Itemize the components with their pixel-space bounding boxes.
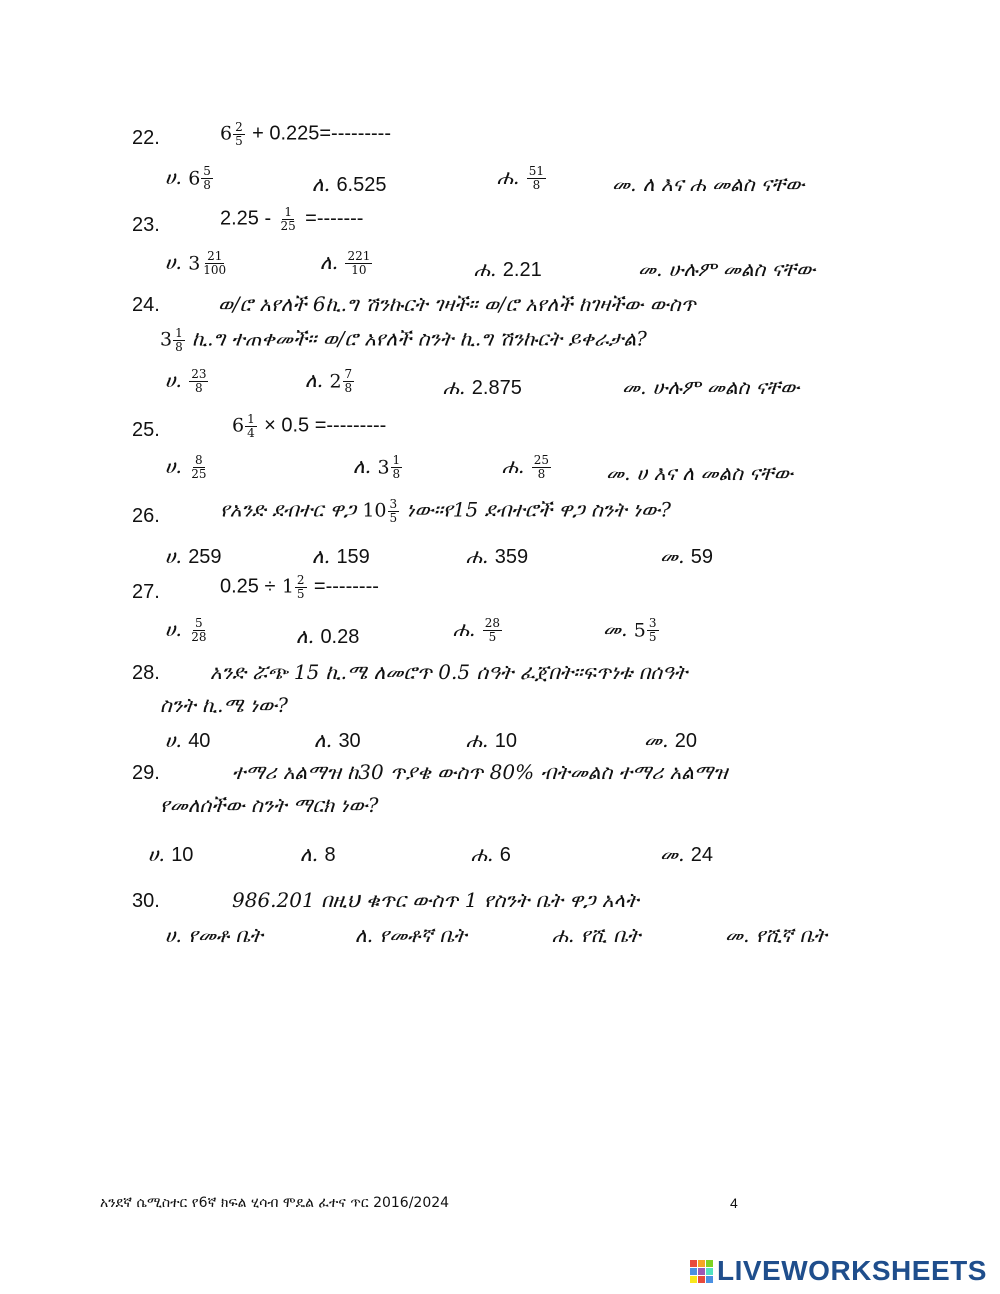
question-29-text: ተማሪ አልማዝ ከ30 ጥያቄ ውስጥ 80% ብትመልስ ተማሪ አልማዝ [232,760,728,784]
question-number: 24. [132,294,160,316]
option-a[interactable]: ሀ. 40 [165,728,211,752]
question-30-text: 986.201 በዚህ ቁጥር ውስጥ 1 የስንት ቤት ዋጋ አላት [232,888,639,912]
question-23-equation: 2.25 - $\frac{1}{25}$ =------- [220,205,364,233]
option-b[interactable]: ለ. 0.28 [296,624,360,648]
option-b[interactable]: ለ. 30 [314,728,361,752]
question-24-text: ወ/ሮ አየለች 6ኪ.ግ ሽንኩርት ገዛች። ወ/ሮ አየለች ከገዛችው ውስጥ [218,292,696,316]
question-number: 29. [132,762,160,784]
option-a[interactable]: ሀ. 6 $\frac{5}{8}$ [165,164,211,192]
option-d[interactable]: መ. ሀ እና ለ መልስ ናቸው [606,461,793,485]
question-number: 25. [132,419,160,441]
option-b[interactable]: ለ. 6.525 [312,172,387,196]
option-c[interactable]: ሐ. $\frac{51}{8}$ [497,164,545,192]
option-c[interactable]: ሐ. 2.875 [443,375,522,399]
question-24-text-2: 3 $\frac{1}{8}$ ኪ.ግ ተጠቀመች። ወ/ሮ አየለች ስንት ኪ.ግ ሽንኩርት ይቀራታል? [160,326,647,354]
option-a[interactable]: ሀ. $\frac{5}{28}$ [165,616,207,644]
option-b[interactable]: ለ. $\frac{221}{10}$ [320,249,371,277]
question-number: 30. [132,890,160,912]
option-a[interactable]: ሀ. 259 [165,544,222,568]
option-b[interactable]: ለ. 3 $\frac{1}{8}$ [353,453,401,481]
question-29-text-2: የመለሰችው ስንት ማርክ ነው? [160,793,379,817]
liveworksheets-logo[interactable] [690,1255,987,1287]
logo-blocks-icon [690,1260,713,1283]
option-c[interactable]: ሐ. የሺ ቤት [552,923,641,947]
option-a[interactable]: ሀ. የመቶ ቤት [165,923,263,947]
question-number: 26. [132,505,160,527]
option-d[interactable]: መ. 20 [644,728,698,752]
option-d[interactable]: መ. 5 $\frac{3}{5}$ [603,616,657,644]
option-b[interactable]: ለ. የመቶኛ ቤት [355,923,467,947]
option-d[interactable]: መ. ለ እና ሐ መልስ ናቸው [612,172,805,196]
option-d[interactable]: መ. ሁሉም መልስ ናቸው [638,257,816,281]
option-b[interactable]: ለ. 159 [312,544,370,568]
option-c[interactable]: ሐ. $\frac{28}{5}$ [453,616,501,644]
option-d[interactable]: መ. የሺኛ ቤት [725,923,827,947]
question-number: 27. [132,581,160,603]
question-28-text: አንድ ሯጭ 15 ኪ.ሜ ለመሮጥ 0.5 ሰዓት ፈጀበት።ፍጥነቱ በሰዓት [210,660,688,684]
page-number: 4 [730,1195,738,1211]
option-d[interactable]: መ. 59 [660,544,714,568]
option-a[interactable]: ሀ. $\frac{23}{8}$ [165,367,207,395]
logo-text: LIVEWORKSHEETS [717,1255,987,1286]
question-26-text: የአንድ ደብተር ዋጋ 10 $\frac{3}{5}$ ነው።የ15 ደብተሮች ዋጋ ስንት ነው? [220,497,671,525]
option-c[interactable]: ሐ. $\frac{25}{8}$ [502,453,550,481]
option-c[interactable]: ሐ. 10 [466,728,518,752]
question-number: 28. [132,662,160,684]
option-c[interactable]: ሐ. 6 [471,842,511,866]
option-a[interactable]: ሀ. 10 [148,842,194,866]
option-c[interactable]: ሐ. 2.21 [474,257,542,281]
option-a[interactable]: ሀ. 3 $\frac{21}{100}$ [165,249,227,277]
question-22-equation: 6 $\frac{2}{5}$ + 0.225=--------- [220,120,391,148]
option-c[interactable]: ሐ. 359 [466,544,529,568]
question-number: 23. [132,214,160,236]
question-25-equation: 6 $\frac{1}{4}$ × 0.5 =--------- [232,412,387,440]
option-d[interactable]: መ. 24 [660,842,714,866]
option-a[interactable]: ሀ. $\frac{8}{25}$ [165,453,207,481]
question-27-equation: 0.25 ÷ 1 $\frac{2}{5}$ =-------- [220,573,379,601]
option-b[interactable]: ለ. 2 $\frac{7}{8}$ [305,367,353,395]
question-28-text-2: ስንት ኪ.ሜ ነው? [160,693,288,717]
option-b[interactable]: ለ. 8 [300,842,336,866]
option-d[interactable]: መ. ሁሉም መልስ ናቸው [622,375,800,399]
footer-text: አንደኛ ሴሚስተር የ6ኛ ክፍል ሂሳብ ሞዴል ፈተና ጥር 2016/2024 [100,1195,450,1211]
question-number: 22. [132,127,160,149]
